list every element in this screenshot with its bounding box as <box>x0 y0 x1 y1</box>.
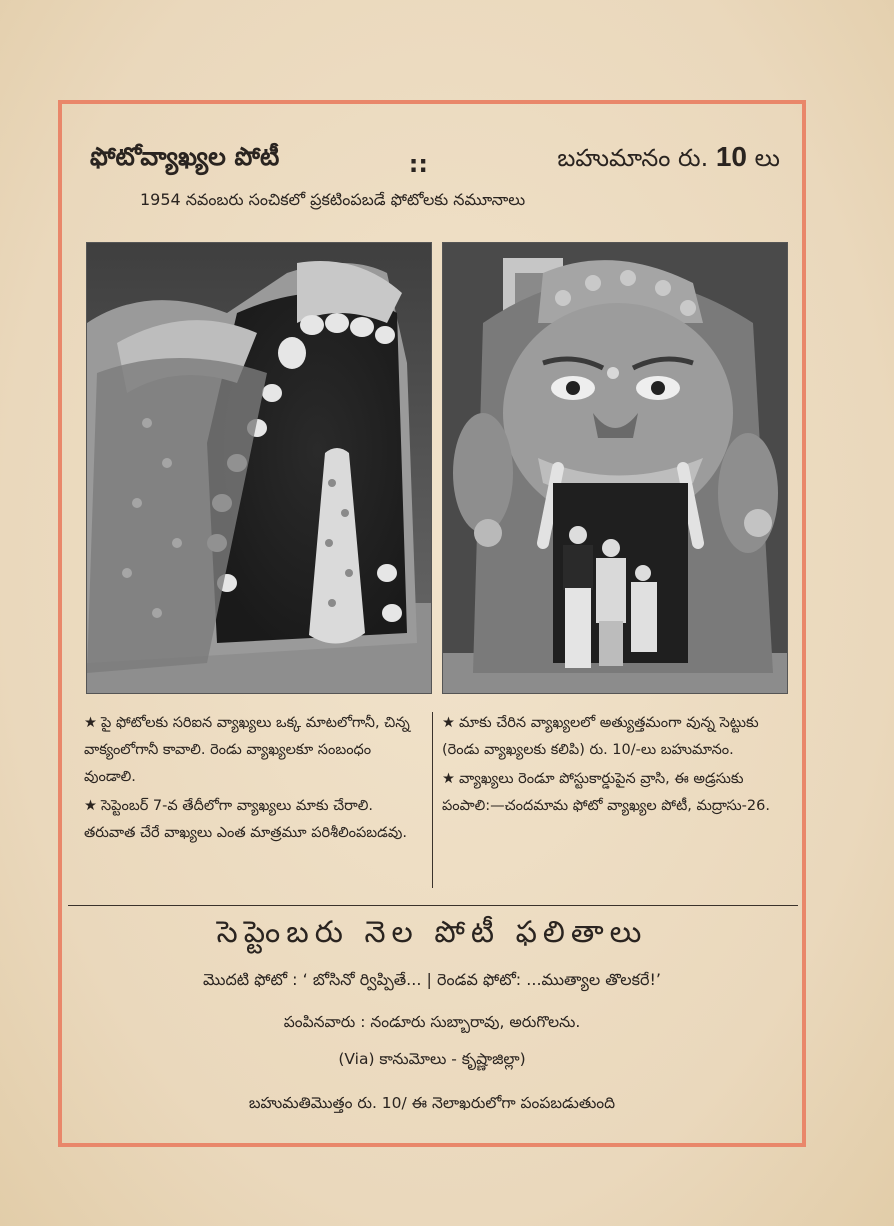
results-via-line: (Via) కానుమోలు - కృష్ణాజిల్లా) <box>338 1050 526 1068</box>
star-icon: ★ <box>84 715 97 731</box>
results-sender-line: పంపినవారు : నండూరు సుబ్బారావు, అరుగొలను. <box>283 1013 581 1031</box>
crocodile-mouth-statue-photo <box>86 242 432 694</box>
page-title: ఫోటోవ్యాఖ్యల పోటీ <box>90 142 280 171</box>
crocodile-photo-image <box>87 243 431 693</box>
prize-prefix: బహుమానం రు. <box>557 144 709 172</box>
demon-face-gateway-photo <box>442 242 788 694</box>
rule-item: ★ మాకు చేరిన వ్యాఖ్యలలో అత్యుత్తమంగా వున్న సెట్టుకు (రెండు వ్యాఖ్యలకు కలిపి) రు. 10/-లు బహుమానం. <box>442 715 759 758</box>
rules-left-column <box>84 710 424 849</box>
rule-item: ★ వ్యాఖ్యలు రెండూ పోస్టుకార్డుపైన వ్రాసి, ఈ అడ్రసుకు పంపాలి:—చందమామ ఫోటో వ్యాఖ్యల పోటీ, మద్రాసు-26. <box>442 771 770 814</box>
star-icon: ★ <box>442 715 455 731</box>
title-separator: :: <box>408 150 428 178</box>
star-icon: ★ <box>442 771 455 787</box>
column-divider <box>432 712 433 888</box>
header <box>90 128 780 178</box>
demon-photo-image <box>443 243 787 693</box>
results-prize-line: బహుమతిమొత్తం రు. 10/ ఈ నెలాఖరులోగా పంపబడుతుంది <box>248 1094 616 1112</box>
prize-heading <box>557 141 780 178</box>
subtitle: 1954 నవంబరు సంచికలో ప్రకటింపబడే ఫోటోలకు నమూనాలు <box>140 190 526 209</box>
star-icon: ★ <box>84 798 97 814</box>
rules-right-column <box>442 710 787 822</box>
prize-suffix: లు <box>754 144 780 172</box>
rule-item: ★ పై ఫోటోలకు సరిఐన వ్యాఖ్యలు ఒక్క మాటలోగానీ, చిన్న వాక్యంలోగానీ కావాలి. రెండు వ్యాఖ్యలకూ సంబంధం వుండాలి. <box>84 715 410 785</box>
section-divider <box>68 905 798 906</box>
rule-item: ★ సెప్టెంబర్ 7-వ తేదీలోగా వ్యాఖ్యలు మాకు చేరాలి. తరువాత చేరే వాఖ్యలు ఎంత మాత్రమూ పరిశీలింపబడవు. <box>84 798 407 841</box>
results-photos-line: మొదటి ఫోటో : ‘ బోసినో ర్విప్పితే... | రెండవ ఫోటో: ...ముత్యాల తొలకరే!’ <box>202 970 661 989</box>
results-title: సెప్టెంబరు నెల పోటీ ఫలితాలు <box>216 915 648 950</box>
prize-amount: 10 <box>715 141 748 172</box>
